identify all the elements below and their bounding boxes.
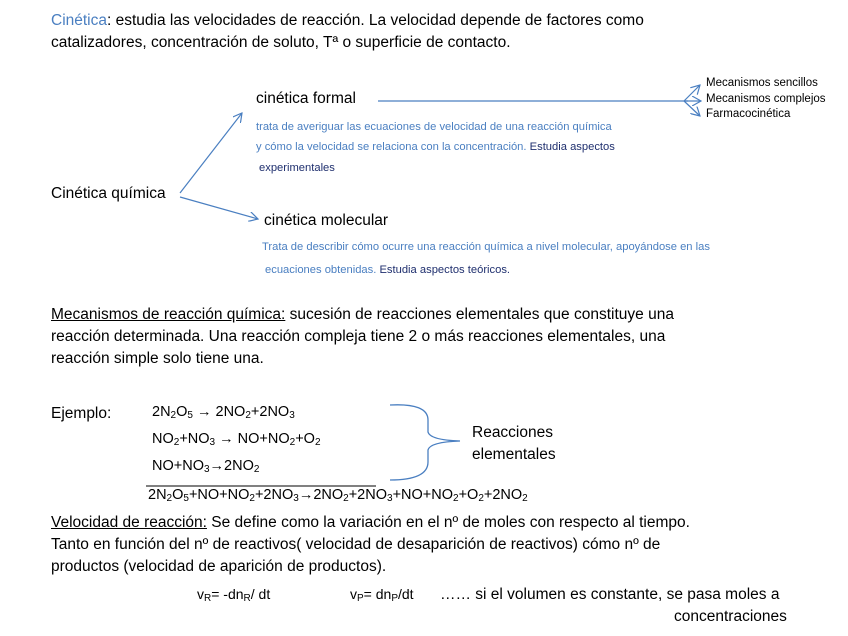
- example-label: Ejemplo:: [51, 405, 112, 422]
- reaction-1: $2N_2O_5 \to 2NO_2+2NO_3$: [152, 404, 295, 421]
- arrow-to-formal: [180, 113, 242, 193]
- formula-reactants: $v_R= -dn_R/$ dt: [197, 586, 271, 604]
- intro-text-2: catalizadores, concentración de soluto, Tª o superficie de contacto.: [51, 34, 511, 51]
- formal-desc-1: trata de averiguar las ecuaciones de velocidad de una reacción química: [256, 121, 612, 133]
- overall-reaction: $2N_2O_5+NO+NO_2+2NO_3\to 2NO_2+2NO_3+NO+NO_2+O_2+2NO_2$: [148, 487, 528, 504]
- mechanisms-text-2: reacción determinada. Una reacción compleja tiene 2 o más reacciones elementales, una: [51, 328, 666, 345]
- molecular-desc-1: Trata de describir cómo ocurre una reacción química a nivel molecular, apoyándose en las: [262, 241, 710, 253]
- molecular-desc-2: [265, 263, 510, 278]
- intro-term: Cinética: [51, 12, 107, 29]
- formal-desc-3: experimentales: [259, 162, 335, 174]
- velocity-note-2: concentraciones: [674, 608, 787, 625]
- formal-title: cinética formal: [256, 90, 356, 107]
- diagram-root: Cinética química: [51, 185, 166, 202]
- mechanisms-line-1: [51, 304, 674, 325]
- mechanism-item-complex: Mecanismos complejos: [706, 92, 826, 105]
- formal-desc-2-emph: Estudia aspectos: [529, 141, 615, 153]
- reaction-arrow: →: [209, 458, 225, 474]
- brace-label-line-2: elementales: [472, 446, 556, 463]
- brace-label: [472, 422, 556, 466]
- velocity-text-2: Tanto en función del nº de reactivos( velocidad de desaparición de reactivos) cómo nº de: [51, 536, 661, 553]
- mechanisms-heading: Mecanismos de reacción química:: [51, 306, 286, 323]
- mechanisms-text-1: sucesión de reacciones elementales que constituye una: [285, 306, 674, 323]
- mechanism-item-simple: Mecanismos sencillos: [706, 77, 818, 89]
- reaction-arrow: →: [196, 404, 212, 420]
- velocity-line-1: [51, 512, 690, 533]
- reaction-arrow: →: [298, 487, 314, 503]
- molecular-desc-2-emph: Estudia aspectos teóricos.: [379, 264, 511, 276]
- formal-desc-2: [256, 140, 615, 155]
- formula-products: $v_P= dn_P/dt$: [350, 586, 414, 604]
- velocity-text-3: productos (velocidad de aparición de productos).: [51, 558, 387, 575]
- velocity-heading: Velocidad de reacción:: [51, 514, 207, 531]
- velocity-text-1: Se define como la variación en el nº de moles con respecto al tiempo.: [206, 514, 690, 531]
- reaction-2: $NO_2+NO_3 \to NO+NO_2+O_2$: [152, 431, 321, 448]
- mechanism-item-pharma: Farmacocinética: [706, 108, 791, 120]
- intro-text-1: : estudia las velocidades de reacción. La velocidad depende de factores como: [107, 12, 644, 29]
- formal-desc-2-text: y cómo la velocidad se relaciona con la concentración.: [256, 141, 527, 153]
- reaction-arrow: →: [219, 431, 234, 447]
- reaction-brace: [390, 405, 460, 480]
- molecular-title: cinética molecular: [264, 212, 389, 229]
- arrow-to-mechanism-1: [684, 85, 700, 101]
- mechanisms-list: [706, 76, 826, 123]
- reaction-3: $NO+NO_3\to 2NO_2$: [152, 458, 260, 475]
- mechanisms-text-3: reacción simple solo tiene una.: [51, 350, 264, 367]
- molecular-desc-2-text: ecuaciones obtenidas.: [265, 264, 377, 276]
- velocity-note-1: …… si el volumen es constante, se pasa moles a: [440, 586, 780, 603]
- brace-label-line-1: Reacciones: [472, 424, 553, 441]
- arrow-to-molecular: [180, 197, 258, 219]
- arrow-to-mechanism-3: [684, 101, 700, 116]
